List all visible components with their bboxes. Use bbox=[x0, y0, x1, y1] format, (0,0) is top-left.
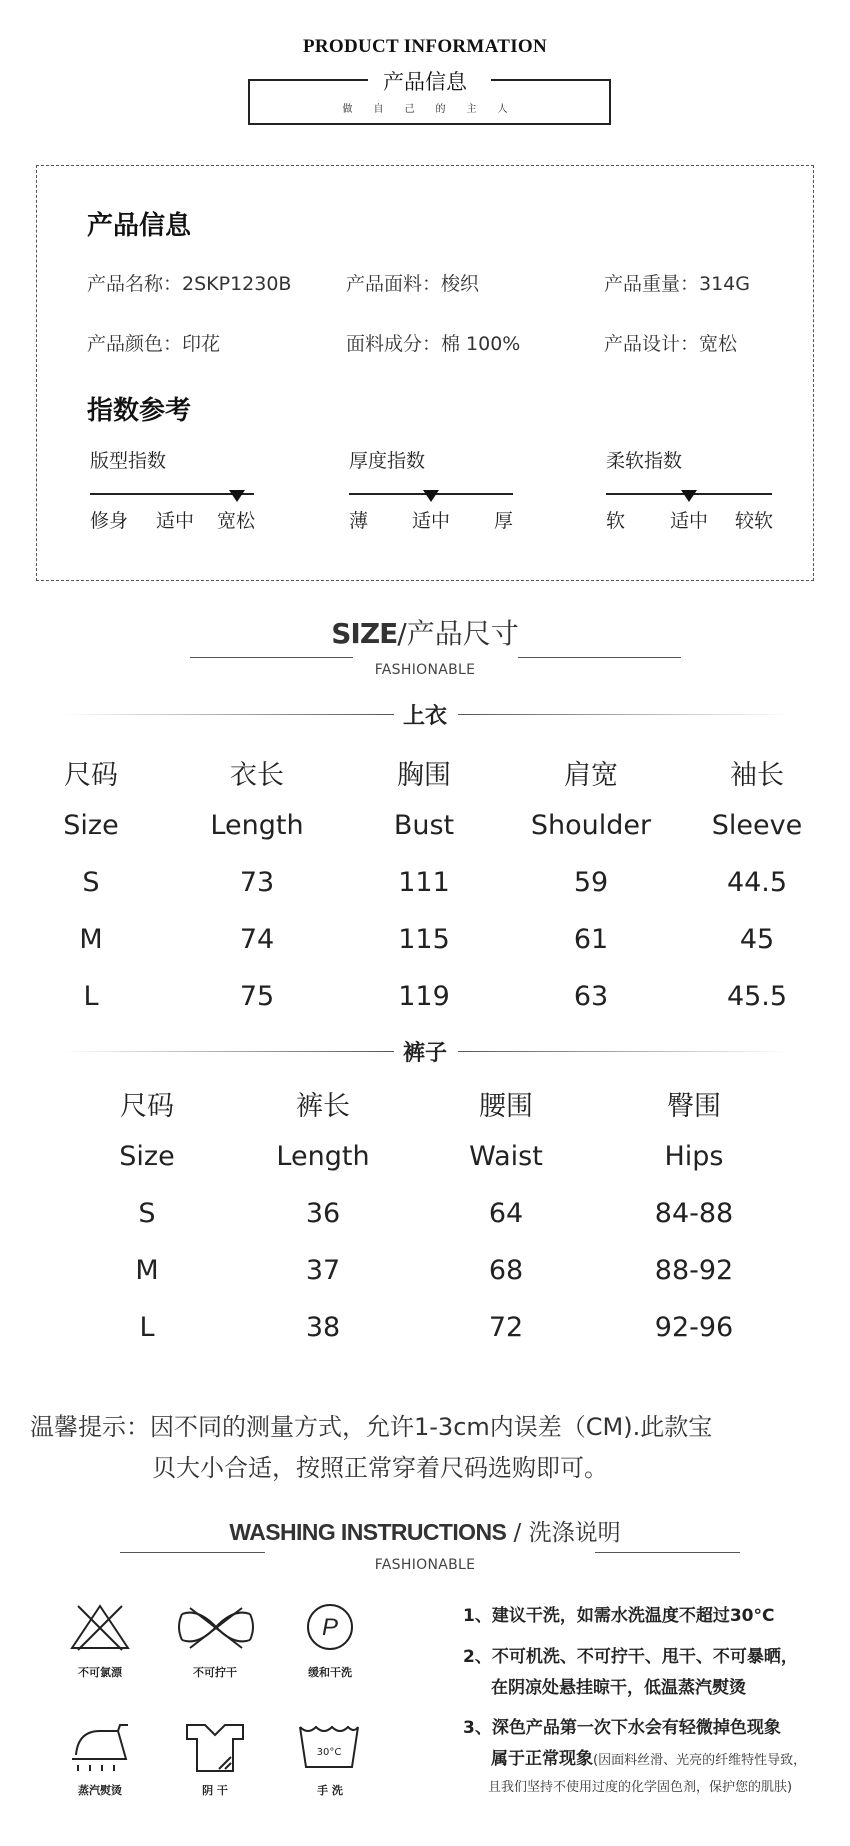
washing-instruction-1: 1、建议干洗，如需水洗温度不超过30°C bbox=[463, 1606, 775, 1626]
table-cell: 37 bbox=[305, 1255, 341, 1286]
size-title-bold: SIZE bbox=[331, 617, 398, 650]
washing-instruction-2b: 在阴凉处悬挂晾干，低温蒸汽熨烫 bbox=[491, 1678, 746, 1698]
washing-instruction-3a: 3、深色产品第一次下水会有轻微掉色现象 bbox=[463, 1718, 781, 1738]
info-heading: 产品信息 bbox=[87, 211, 192, 241]
table-cell: 38 bbox=[305, 1312, 341, 1343]
size-title-rule-left bbox=[190, 657, 353, 658]
table-header-cell: 袖长 bbox=[730, 760, 784, 791]
gentle-dry-clean-symbol: P bbox=[321, 1614, 339, 1641]
fit-index-marker bbox=[229, 490, 245, 502]
table-header-cell: Sleeve bbox=[711, 810, 803, 841]
table-header-cell: 尺码 bbox=[120, 1091, 174, 1122]
no-bleach-icon bbox=[68, 1602, 132, 1652]
table-cell: 88-92 bbox=[654, 1255, 734, 1286]
top-section-label: 上衣 bbox=[402, 704, 447, 729]
washing-instruction-3c: 且我们坚持不使用过度的化学固色剂，保护您的肌肤) bbox=[488, 1780, 793, 1795]
info-weight: 产品重量：314G bbox=[604, 273, 750, 295]
shade-dry-label: 阴 干 bbox=[202, 1784, 228, 1797]
table-header-cell: 尺码 bbox=[64, 760, 118, 791]
washing-title-rule-left bbox=[120, 1552, 265, 1553]
washing-instruction-3b-note: (因面料丝滑、光亮的纤维特性导致， bbox=[593, 1753, 807, 1768]
table-cell: 111 bbox=[398, 867, 450, 898]
no-wring-label: 不可拧干 bbox=[193, 1666, 237, 1679]
washing-tagline: FASHIONABLE bbox=[374, 1557, 476, 1573]
table-cell: S bbox=[82, 867, 100, 898]
table-cell: 119 bbox=[398, 981, 450, 1012]
info-design: 产品设计：宽松 bbox=[604, 333, 738, 355]
thickness-index-tick: 薄 bbox=[349, 510, 369, 532]
table-cell: L bbox=[139, 1312, 155, 1343]
thickness-index-marker bbox=[423, 490, 439, 502]
steam-iron-icon bbox=[68, 1721, 132, 1775]
table-cell: S bbox=[138, 1198, 156, 1229]
table-header-cell: 胸围 bbox=[397, 760, 451, 791]
tip-line-1: 温馨提示：因不同的测量方式，允许1-3cm内误差（CM).此款宝 bbox=[30, 1413, 713, 1441]
table-header-cell: Length bbox=[210, 810, 304, 841]
hand-wash-icon bbox=[296, 1721, 362, 1773]
table-header-cell: Bust bbox=[393, 810, 455, 841]
table-cell: 45.5 bbox=[726, 981, 788, 1012]
softness-index-label: 柔软指数 bbox=[606, 450, 683, 472]
index-heading: 指数参考 bbox=[87, 396, 192, 426]
gentle-dry-clean-icon bbox=[305, 1602, 355, 1652]
thickness-index-tick: 适中 bbox=[412, 510, 451, 532]
table-header-cell: 臀围 bbox=[667, 1091, 721, 1122]
info-product-name: 产品名称：2SKP1230B bbox=[87, 273, 292, 295]
table-cell: 75 bbox=[239, 981, 275, 1012]
table-cell: 36 bbox=[305, 1198, 341, 1229]
info-composition: 面料成分：棉 100% bbox=[346, 333, 521, 355]
shade-dry-icon bbox=[183, 1721, 247, 1775]
washing-title-rule-right bbox=[595, 1552, 740, 1553]
table-cell: 92-96 bbox=[654, 1312, 734, 1343]
table-cell: 115 bbox=[398, 924, 450, 955]
table-header-cell: 衣长 bbox=[230, 760, 284, 791]
thickness-index-tick: 厚 bbox=[494, 510, 514, 532]
softness-index-tick: 软 bbox=[606, 510, 626, 532]
no-bleach-label: 不可氯漂 bbox=[78, 1666, 122, 1679]
header-title-cn: 产品信息 bbox=[383, 70, 467, 94]
fit-index-tick: 宽松 bbox=[217, 510, 256, 532]
table-cell: 64 bbox=[488, 1198, 524, 1229]
table-cell: 44.5 bbox=[726, 867, 788, 898]
gentle-dry-clean-label: 缓和干洗 bbox=[308, 1666, 352, 1679]
size-title-rule-right bbox=[518, 657, 681, 658]
washing-title bbox=[0, 1514, 850, 1547]
info-color: 产品颜色：印花 bbox=[87, 333, 221, 355]
table-header-cell: Size bbox=[119, 1141, 175, 1172]
pants-section-label: 裤子 bbox=[402, 1041, 447, 1066]
softness-index-tick: 适中 bbox=[670, 510, 709, 532]
table-cell: 63 bbox=[573, 981, 609, 1012]
steam-iron-label: 蒸汽熨烫 bbox=[78, 1784, 122, 1797]
table-header-cell: Shoulder bbox=[530, 810, 652, 841]
softness-index-tick: 较软 bbox=[735, 510, 774, 532]
hand-wash-temperature: 30°C bbox=[316, 1747, 342, 1758]
table-cell: 74 bbox=[239, 924, 275, 955]
table-header-cell: Length bbox=[276, 1141, 370, 1172]
table-header-cell: 肩宽 bbox=[564, 760, 618, 791]
header-title-en: PRODUCT INFORMATION bbox=[302, 36, 548, 57]
table-header-cell: Waist bbox=[469, 1141, 543, 1172]
washing-title-bold: WASHING INSTRUCTIONS bbox=[229, 1519, 507, 1545]
fit-index-label: 版型指数 bbox=[90, 450, 167, 472]
table-cell: 68 bbox=[488, 1255, 524, 1286]
table-cell: L bbox=[83, 981, 99, 1012]
table-cell: 61 bbox=[573, 924, 609, 955]
table-cell: M bbox=[135, 1255, 159, 1286]
size-title bbox=[0, 612, 850, 652]
table-cell: 59 bbox=[573, 867, 609, 898]
size-title-cn: /产品尺寸 bbox=[397, 617, 519, 650]
tip-line-2: 贝大小合适，按照正常穿着尺码选购即可。 bbox=[152, 1454, 608, 1482]
table-header-cell: 腰围 bbox=[479, 1091, 533, 1122]
size-tagline: FASHIONABLE bbox=[374, 662, 476, 678]
fit-index-tick: 修身 bbox=[90, 510, 129, 532]
hand-wash-label: 手 洗 bbox=[317, 1784, 343, 1797]
fit-index-tick: 适中 bbox=[156, 510, 195, 532]
table-cell: 45 bbox=[739, 924, 775, 955]
softness-index-marker bbox=[681, 490, 697, 502]
table-cell: 84-88 bbox=[654, 1198, 734, 1229]
table-header-cell: 裤长 bbox=[296, 1091, 350, 1122]
info-fabric: 产品面料：梭织 bbox=[346, 273, 480, 295]
thickness-index-label: 厚度指数 bbox=[349, 450, 426, 472]
table-cell: 72 bbox=[488, 1312, 524, 1343]
washing-instruction-3b-line bbox=[491, 1744, 806, 1769]
table-cell: 73 bbox=[239, 867, 275, 898]
washing-instruction-3b: 属于正常现象 bbox=[491, 1749, 593, 1769]
no-wring-icon bbox=[176, 1604, 256, 1650]
washing-instruction-2a: 2、不可机洗、不可拧干、甩干、不可暴晒， bbox=[463, 1647, 798, 1667]
header-subtitle: 做自己的主人 bbox=[342, 104, 529, 115]
table-header-cell: Size bbox=[63, 810, 119, 841]
table-cell: M bbox=[79, 924, 103, 955]
table-header-cell: Hips bbox=[664, 1141, 724, 1172]
washing-title-cn: / 洗涤说明 bbox=[506, 1520, 621, 1546]
